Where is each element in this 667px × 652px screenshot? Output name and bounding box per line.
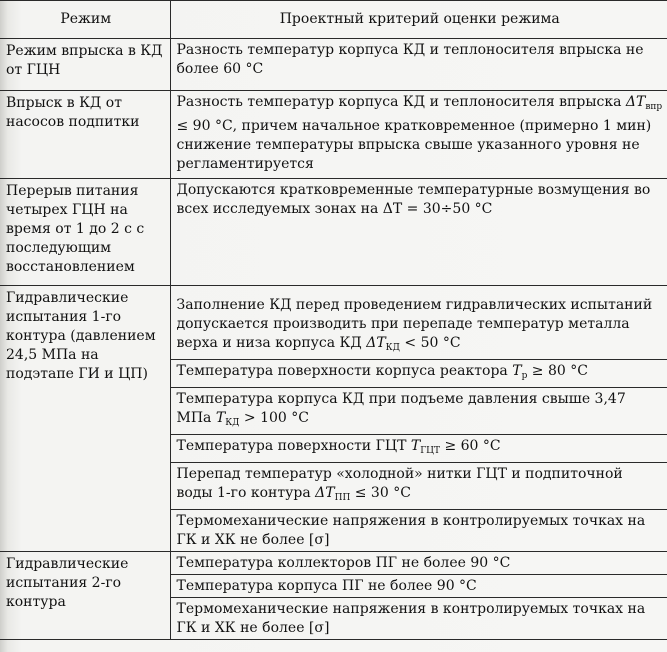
table-row — [0, 179, 667, 286]
criterion-column-header: Проектный критерий оценки режима — [170, 1, 667, 39]
mode-column-header: Режим — [0, 1, 170, 39]
table-row — [0, 552, 667, 575]
table-row — [0, 39, 667, 91]
criterion-cell: Допускаются кратковременные температурные возмущения во всех исследуемых зонах на ΔT = 30÷50 °С — [170, 179, 667, 286]
criterion-cell: Разность температур корпуса КД и теплоносителя впрыска не более 60 °С — [170, 39, 667, 91]
table-row — [0, 91, 667, 179]
mode-cell: Гидравлические испытания 1-го контура (давлением 24,5 МПа на подэтапе ГИ и ЦП) — [0, 286, 170, 552]
criterion-cell: Заполнение КД перед проведением гидравлических испытаний допускается производить при перепаде температур металла верха и низа корпуса КД $\Delta T_{КД} < 50$ °С — [170, 286, 667, 360]
mode-cell: Перерыв питания четырех ГЦН на время от 1 до 2 с с последующим восстановлением — [0, 179, 170, 286]
mode-cell: Впрыск в КД от насосов подпитки — [0, 91, 170, 179]
mode-cell: Режим впрыска в КД от ГЦН — [0, 39, 170, 91]
criterion-cell: Перепад температур «холодной» нитки ГЦТ и подпиточной воды 1-го контура $\Delta T_{ПП} \le 30$ °С — [170, 463, 667, 510]
criterion-cell: Температура корпуса ПГ не более 90 °С — [170, 575, 667, 598]
criterion-cell: Температура поверхности корпуса реактора $T_р \ge 80$ °С — [170, 360, 667, 388]
criterion-cell: Температура корпуса КД при подъеме давления свыше 3,47 МПа $T_{КД} > 100$ °С — [170, 388, 667, 435]
criterion-cell: Температура поверхности ГЦТ $T_{ГЦТ} \ge 60$ °С — [170, 435, 667, 463]
criterion-cell: Температура коллекторов ПГ не более 90 °С — [170, 552, 667, 575]
criterion-cell: Термомеханические напряжения в контролируемых точках на ГК и ХК не более [σ] — [170, 598, 667, 640]
table-header-row — [0, 1, 667, 39]
criterion-cell: Разность температур корпуса КД и теплоносителя впрыска $\Delta T_{впр} \le 90$ °С, причем начальное кратковременное (примерно 1 мин) снижение температуры впрыска свыше указанного уровня не регламентируется — [170, 91, 667, 179]
table-row — [0, 286, 667, 360]
criterion-cell: Термомеханические напряжения в контролируемых точках на ГК и ХК не более [σ] — [170, 510, 667, 552]
mode-cell: Гидравлические испытания 2-го контура — [0, 552, 170, 640]
